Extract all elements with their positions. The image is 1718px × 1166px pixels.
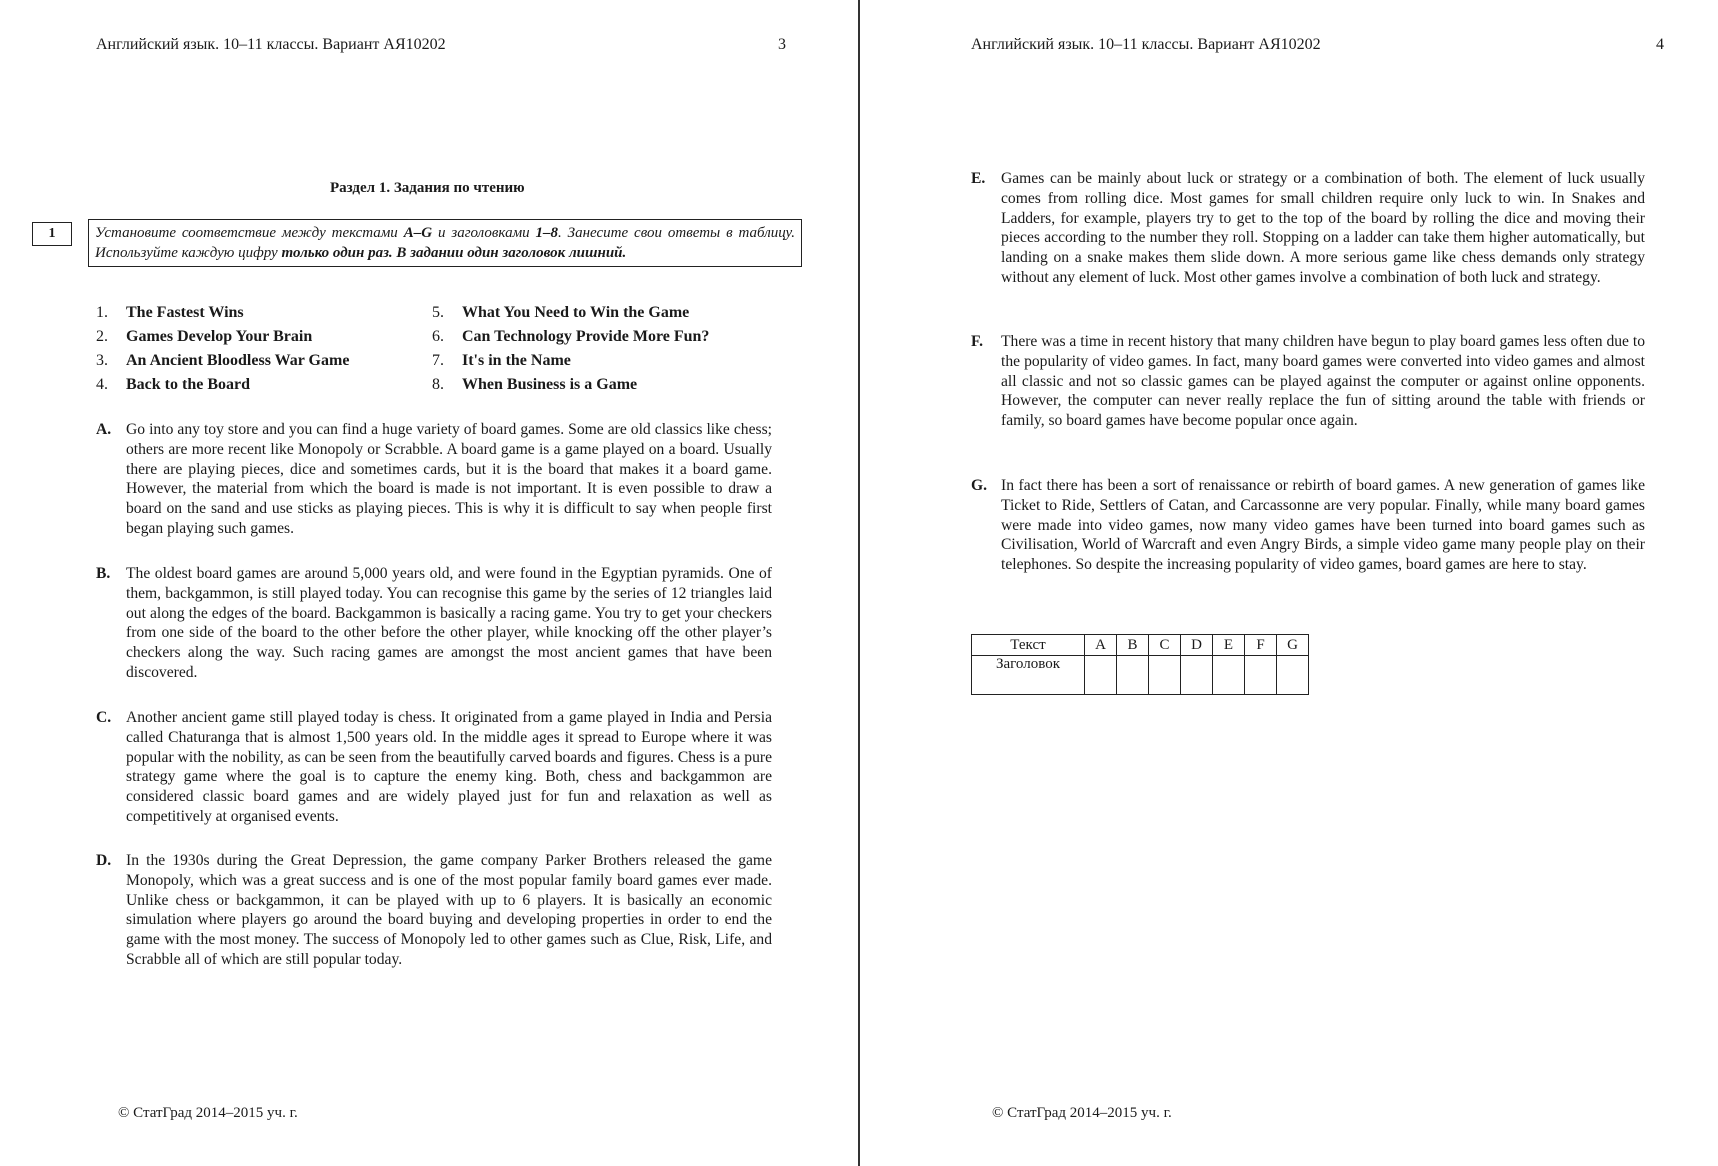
text-c: C. Another ancient game still played today is chess. It originated from a game played in India and Persia called Chaturanga that is almost 1,500 years old. In the middle ages it spread to Europe where it was popular with the nobility, as can be seen from the beautifully carved boards and figures. Chess is a pure strategy game where the goal is to capture the enemy king. Both, chess and backgammon are considered classic board games and are widely played just for fun and relaxation as well as competitively at organised events. [96, 709, 772, 825]
text-e: E. Games can be mainly about luck or strategy or a combination of both. The element of luck usually comes from rolling dice. Most games for small children require only luck to win. In Snakes and Ladders, for example, players try to get to the top of the board by rolling the dice and moving their pieces according to the number they roll. Stopping on a ladder can take them higher automatically, but landing on a snake makes them slide down. A more serious game like chess demands only strategy without any element of luck. Most other games involve a combination of both luck and strategy. [971, 170, 1645, 286]
answer-cell-c[interactable] [1149, 656, 1181, 695]
heading-item: 4. Back to the Board [96, 376, 250, 393]
headings-list [96, 304, 776, 400]
section-title: Раздел 1. Задания по чтению [330, 180, 525, 196]
heading-item: 5. What You Need to Win the Game [432, 304, 690, 321]
text-a: A. Go into any toy store and you can find a huge variety of board games. Some are old classics like chess; others are more recent like Monopoly or Scrabble. A board game is a game played on a board. Usually there are playing pieces, dice and sometimes cards, but it is the board that makes it a board game. However, the material from which the board is made is not important. It is even possible to draw a board on the sand and use sticks as playing pieces. This is why it is difficult to say when people first began playing such games. [96, 421, 772, 537]
answer-column-header: D [1181, 635, 1213, 656]
heading-item: 6. Can Technology Provide More Fun? [432, 328, 710, 345]
page-number: 3 [778, 36, 786, 53]
right-page [860, 0, 1718, 1166]
answer-table [971, 634, 1309, 695]
text-b: B. The oldest board games are around 5,000 years old, and were found in the Egyptian pyramids. One of them, backgammon, is still played today. You can recognise this game by the series of 12 triangles laid out along the edges of the board. Backgammon is basically a racing game. You try to get your checkers from one side of the board to the other before the other player, while knocking off the other player’s checkers along the way. Such racing games are amongst the most ancient games that have been discovered. [96, 565, 772, 681]
page-footer: © СтатГрад 2014–2015 уч. г. [992, 1105, 1172, 1121]
answer-table-row-label: Текст [972, 635, 1085, 656]
heading-item: 2. Games Develop Your Brain [96, 328, 313, 345]
task-instruction: Установите соответствие между текстами A–G и заголовками 1–8. Занесите свои ответы в таблицу. Используйте каждую цифру только один раз. В задании один заголовок лишний. [88, 219, 802, 267]
answer-column-header: F [1245, 635, 1277, 656]
page-footer: © СтатГрад 2014–2015 уч. г. [118, 1105, 298, 1121]
heading-item: 8. When Business is a Game [432, 376, 638, 393]
text-d: D. In the 1930s during the Great Depression, the game company Parker Brothers released the game Monopoly, which was a great success and is one of the most popular family board games ever made. Unlike chess or backgammon, it can be played with up to 6 players. It is basically an economic simulation where players go around the board buying and developing properties in order to end the game with the most money. The success of Monopoly led to other games such as Clue, Risk, Life, and Scrabble all of which are still popular today. [96, 852, 772, 968]
answer-table-row-label: Заголовок [972, 656, 1085, 695]
answer-cell-f[interactable] [1245, 656, 1277, 695]
answer-column-header: B [1117, 635, 1149, 656]
answer-column-header: E [1213, 635, 1245, 656]
heading-item: 7. It's in the Name [432, 352, 571, 369]
answer-cell-b[interactable] [1117, 656, 1149, 695]
answer-column-header: A [1085, 635, 1117, 656]
answer-cell-g[interactable] [1277, 656, 1309, 695]
answer-column-header: C [1149, 635, 1181, 656]
heading-item: 3. An Ancient Bloodless War Game [96, 352, 350, 369]
answer-cell-a[interactable] [1085, 656, 1117, 695]
text-f: F. There was a time in recent history that many children have begun to play board games less often due to the popularity of video games. In fact, many board games were converted into video games and almost all classic and not so classic games can be played against the computer or against online opponents. However, the computer can never really replace the fun of sitting around the table with friends or family, so board games have become popular once again. [971, 333, 1645, 430]
text-g: G. In fact there has been a sort of renaissance or rebirth of board games. A new generation of games like Ticket to Ride, Settlers of Catan, and Carcassonne are very popular. Finally, while many board games were made into video games, now many video games have been turned into board games such as Civilisation, World of Warcraft and even Angry Birds, a simple video game many people play on their telephones. So despite the increasing popularity of video games, board games are here to stay. [971, 477, 1645, 574]
task-number: 1 [32, 222, 72, 246]
page-header: Английский язык. 10–11 классы. Вариант АЯ10202 [971, 36, 1321, 53]
page-header: Английский язык. 10–11 классы. Вариант АЯ10202 [96, 36, 446, 53]
left-page [0, 0, 858, 1166]
answer-cell-e[interactable] [1213, 656, 1245, 695]
heading-item: 1. The Fastest Wins [96, 304, 244, 321]
page-number: 4 [1656, 36, 1664, 53]
answer-column-header: G [1277, 635, 1309, 656]
answer-cell-d[interactable] [1181, 656, 1213, 695]
